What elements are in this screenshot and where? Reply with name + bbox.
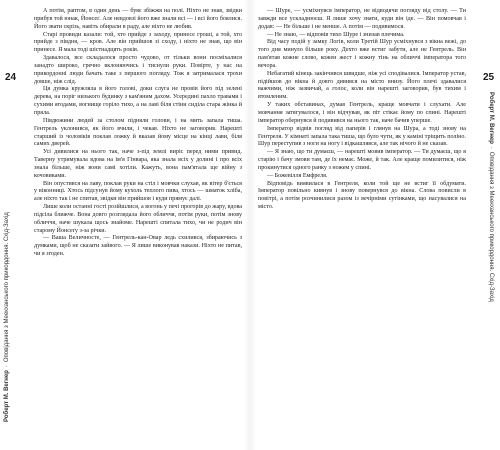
right-running-head-author: Роберт М. Вегнер — [488, 92, 494, 144]
paragraph: — Ваша Величносте, — Гентрель-кан-Овар ледь схилився, збираючись з думками, щоб не сказати зайвого. — Я лише виконував накази. Ніхто не питав, чи я згоден. — [34, 235, 242, 258]
right-running-head: Роберт М. Вегнер·Оповідання з Меекханського прикордоння. Схід-Захід — [488, 92, 494, 302]
paragraph: — Божевілля Емфреля. — [267, 172, 328, 179]
left-page-number: 24 — [5, 72, 17, 83]
paragraph: Від часу подій у замку Логів, коли Третій Шур усміхнувся з вікна вежі, до того дня минуло більше року. Дехто вже встиг забути, але не Гентрель. Він пам'ятав кожне слово, кожен жест і кожну тінь на обличчі імператора того вечора. — [258, 39, 466, 69]
paragraph: — Я знаю, що ти думаєш, — нарешті мовив імператор. — Ти думаєш, що я старію і бачу змови там, де їх немає. Може, й так. Але краще помилитися, ніж прокинутися одного ранку з ножем у спині. — [258, 149, 466, 171]
paragraph: Відповідь виявилася в Гентреля, коли той ще не встиг її обдумати. Імператор повільно кивнув і знову повернувся до вікна. Слова повисли в повітрі, а потім розчинилися разом із вечірніми сутінками, що насувалися на місто. — [258, 180, 466, 211]
paragraph: Старі провиди казали: той, хто прийде з заходу, принесе гроші, а той, хто прийде з півдня, — кров. Але він прийшов зі сходу, і ніхто не знав, що він принесе. Я мала тоді шістнадцять років. — [34, 31, 242, 54]
right-page-number: 25 — [483, 72, 495, 83]
paragraph: — Не знаю, — відповів тихо Шуре і знизав плечима. — [267, 31, 405, 38]
right-page — [250, 0, 500, 450]
paragraph: Лише коли останні гості розійшлися, а вогонь у печі прогорів до жару, вдова підсіла ближче. Вона довго розглядала його обличчя, потім руки, потім знову обличчя, наче шукала щось знайоме. Нарешті спитала тихо, чи не родич він старому Йонсеґу з-за річки. — [34, 204, 243, 234]
paragraph: У таких обставинах, думав Гентрель, краще мовчати і слухати. Але мовчання затягувалося, і він відчував, як піт стікає йому по спині. Нарешті імператор обернувся й подивився на нього так, наче бачив уперше. — [258, 102, 466, 124]
left-running-head-author: Роберт М. Вегнер — [4, 370, 10, 422]
paragraph: Здавалося, все складалося просто чудово, от тільки вони посміхалися занадто широко, гречно вклоняючись і тиснули руки. Повірте, у нас на прикордонні люди бачать таке з першого погляду. Тож я затрималася трохи довше, ніж слід. — [34, 55, 242, 85]
right-text-column — [258, 8, 466, 212]
paragraph: — Шуре, — усміхнувся імператор, не відводячи погляду від столу. — Ти завжди все ускладнюєш. Я лише хочу знати, куди він іде. — Він помовчав і додав: — Не більше і не менше. А потім — подивимося. — [258, 8, 466, 30]
paragraph: А потім, раптом, в один день — буяє збіжжя на полі. Ніхто не знав, звідки прибув той юнак, Йонсеґ. Але невдовзі його вже знали всі — і всі його боялися. Його звати скрізь, навіть обирали в раду, але ніхто не любив. — [34, 8, 242, 30]
left-running-head: Роберт М. Вегнер·Оповідання з Меекханського прикордоння. Схід-Захід — [4, 212, 10, 422]
right-running-head-title: Оповідання з Меекханського прикордоння. Схід-Захід — [488, 151, 494, 302]
paragraph: Ця думка кружляла в його голові, доки слуга не провів його під зелені дерева, на поріг низького будинку з кам'яним дахом. Усередині пахло травами і сухими ягодами, вогнище горіло тихо, а на лаві біля стіни сиділа стара жінка й пряла. — [34, 86, 242, 116]
paragraph: Імператор відвів погляд від паперів і глянув на Шура, а тоді знову на Гентреля. У кімнаті запала така тиша, що було чути, як у каміні тріщить поліно. Шур переступив з ноги на ногу і відкашлявся, але так нічого й не сказав. — [258, 125, 466, 148]
paragraph: Небагатий кінець закінчився швидше, ніж усі сподівалися. Імператор устав, підійшов до вікна й довго дивився на місто внизу. Його плечі здавалися важчими, ніж зазвичай, а голос, коли він нарешті заговорив, був тихим і втомленим. — [258, 70, 466, 101]
left-text-column — [34, 8, 242, 259]
paragraph: Усі дивилися на нього так, наче з-під землі виріс перед ними привид. Таверну утримувала вдова на ім'я Гінвара, яка знала всіх у долині і про всіх знала більше, ніж вони самі хотіли. Кажуть, вона пам'ятала ще війну з кочовиками. — [34, 149, 242, 179]
paragraph: Він опустився на лаву, поклав руки на стіл і мовчки слухав, як вітер б'ється у віконниці. Хтось підсунув йому кухоль теплого пива, хтось — шматок хліба, але ніхто так і не спитав, звідки він прийшов і куди прямує далі. — [34, 180, 242, 203]
paragraph: Півдюжини людей за столом підняли голови, і на мить запала тиша. Гентрель уклонився, як його вчили, і чекав. Ніхто не заговорив. Нарешті старший із чоловіків поклав ложку й вказав йому місце на кінці лави, біля самих дверей. — [34, 117, 242, 148]
left-running-head-title: Оповідання з Меекханського прикордоння. Схід-Захід — [4, 212, 10, 363]
